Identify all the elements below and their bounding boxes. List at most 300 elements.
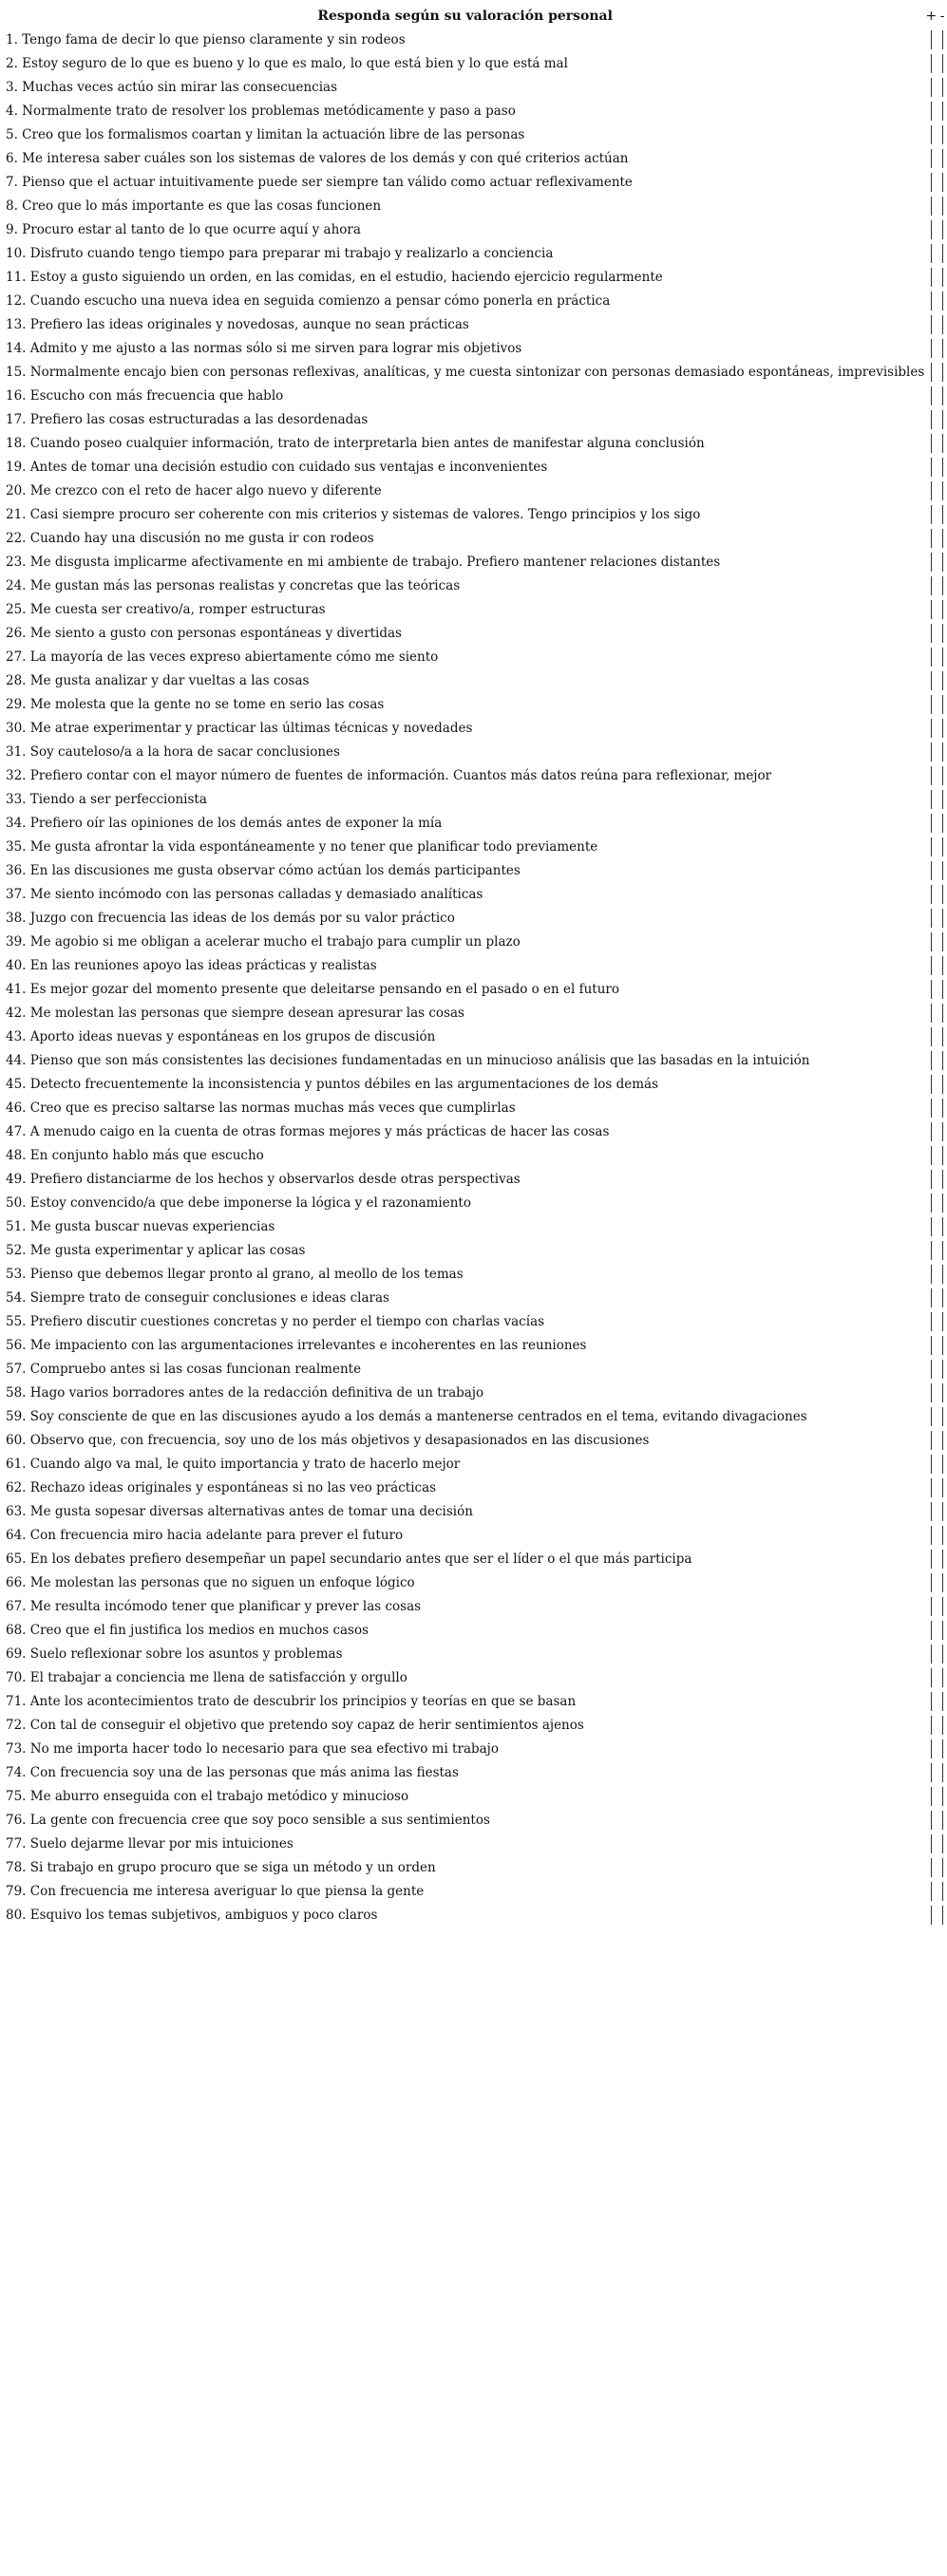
disagree-option-cell[interactable] xyxy=(938,1262,947,1286)
agree-option-cell[interactable] xyxy=(924,906,938,930)
agree-option-cell[interactable] xyxy=(924,1001,938,1025)
disagree-option-marker[interactable] xyxy=(942,1526,943,1545)
disagree-option-cell[interactable] xyxy=(938,1499,947,1523)
disagree-option-marker[interactable] xyxy=(942,1312,943,1331)
disagree-option-cell[interactable] xyxy=(938,384,947,407)
disagree-option-cell[interactable] xyxy=(938,75,947,99)
disagree-option-cell[interactable] xyxy=(938,597,947,621)
disagree-option-cell[interactable] xyxy=(938,1523,947,1547)
disagree-option-marker[interactable] xyxy=(942,1621,943,1640)
agree-option-marker[interactable] xyxy=(931,529,932,548)
agree-option-marker[interactable] xyxy=(931,1265,932,1284)
disagree-option-cell[interactable] xyxy=(938,1357,947,1381)
agree-option-marker[interactable] xyxy=(931,1739,932,1758)
agree-option-marker[interactable] xyxy=(931,1431,932,1450)
disagree-option-cell[interactable] xyxy=(938,312,947,336)
agree-option-cell[interactable] xyxy=(924,75,938,99)
agree-option-marker[interactable] xyxy=(931,339,932,358)
agree-option-cell[interactable] xyxy=(924,1286,938,1309)
disagree-option-marker[interactable] xyxy=(942,553,943,572)
disagree-option-cell[interactable] xyxy=(938,1760,947,1784)
disagree-option-marker[interactable] xyxy=(942,386,943,405)
disagree-option-cell[interactable] xyxy=(938,977,947,1001)
disagree-option-cell[interactable] xyxy=(938,1594,947,1618)
disagree-option-marker[interactable] xyxy=(942,766,943,785)
agree-option-marker[interactable] xyxy=(931,1882,932,1901)
agree-option-marker[interactable] xyxy=(931,1645,932,1664)
disagree-option-marker[interactable] xyxy=(942,1597,943,1616)
disagree-option-cell[interactable] xyxy=(938,122,947,146)
disagree-option-marker[interactable] xyxy=(942,481,943,500)
agree-option-cell[interactable] xyxy=(924,1452,938,1476)
disagree-option-cell[interactable] xyxy=(938,811,947,835)
agree-option-marker[interactable] xyxy=(931,1597,932,1616)
disagree-option-cell[interactable] xyxy=(938,1048,947,1072)
agree-option-marker[interactable] xyxy=(931,932,932,951)
agree-option-marker[interactable] xyxy=(931,695,932,714)
agree-option-cell[interactable] xyxy=(924,289,938,312)
disagree-option-cell[interactable] xyxy=(938,51,947,75)
disagree-option-cell[interactable] xyxy=(938,645,947,668)
agree-option-marker[interactable] xyxy=(931,1288,932,1307)
disagree-option-cell[interactable] xyxy=(938,1428,947,1452)
disagree-option-marker[interactable] xyxy=(942,980,943,999)
disagree-option-marker[interactable] xyxy=(942,1645,943,1664)
agree-option-cell[interactable] xyxy=(924,1618,938,1642)
agree-option-marker[interactable] xyxy=(931,125,932,144)
disagree-option-cell[interactable] xyxy=(938,1333,947,1357)
disagree-option-cell[interactable] xyxy=(938,526,947,550)
agree-option-marker[interactable] xyxy=(931,909,932,928)
agree-option-cell[interactable] xyxy=(924,1238,938,1262)
disagree-option-cell[interactable] xyxy=(938,1309,947,1333)
disagree-option-marker[interactable] xyxy=(942,315,943,334)
agree-option-marker[interactable] xyxy=(931,1668,932,1687)
disagree-option-marker[interactable] xyxy=(942,1336,943,1355)
disagree-option-marker[interactable] xyxy=(942,1170,943,1189)
agree-option-marker[interactable] xyxy=(931,244,932,263)
disagree-option-marker[interactable] xyxy=(942,1051,943,1070)
agree-option-cell[interactable] xyxy=(924,1903,938,1927)
disagree-option-marker[interactable] xyxy=(942,1502,943,1521)
disagree-option-marker[interactable] xyxy=(942,1194,943,1213)
disagree-option-cell[interactable] xyxy=(938,1903,947,1927)
agree-option-cell[interactable] xyxy=(924,1523,938,1547)
agree-option-marker[interactable] xyxy=(931,1573,932,1592)
agree-option-cell[interactable] xyxy=(924,953,938,977)
disagree-option-cell[interactable] xyxy=(938,882,947,906)
disagree-option-marker[interactable] xyxy=(942,1811,943,1830)
disagree-option-cell[interactable] xyxy=(938,716,947,740)
disagree-option-cell[interactable] xyxy=(938,1072,947,1096)
agree-option-marker[interactable] xyxy=(931,458,932,477)
disagree-option-marker[interactable] xyxy=(942,125,943,144)
agree-option-marker[interactable] xyxy=(931,1312,932,1331)
agree-option-marker[interactable] xyxy=(931,1194,932,1213)
agree-option-cell[interactable] xyxy=(924,763,938,787)
disagree-option-cell[interactable] xyxy=(938,1737,947,1760)
disagree-option-marker[interactable] xyxy=(942,1027,943,1046)
disagree-option-cell[interactable] xyxy=(938,763,947,787)
disagree-option-cell[interactable] xyxy=(938,479,947,502)
agree-option-cell[interactable] xyxy=(924,811,938,835)
disagree-option-marker[interactable] xyxy=(942,1668,943,1687)
disagree-option-cell[interactable] xyxy=(938,1689,947,1713)
disagree-option-marker[interactable] xyxy=(942,624,943,643)
agree-option-marker[interactable] xyxy=(931,1122,932,1141)
agree-option-marker[interactable] xyxy=(931,1858,932,1877)
disagree-option-marker[interactable] xyxy=(942,956,943,975)
agree-option-marker[interactable] xyxy=(931,481,932,500)
disagree-option-marker[interactable] xyxy=(942,1478,943,1497)
agree-option-marker[interactable] xyxy=(931,315,932,334)
disagree-option-marker[interactable] xyxy=(942,695,943,714)
disagree-option-marker[interactable] xyxy=(942,1455,943,1474)
agree-option-cell[interactable] xyxy=(924,882,938,906)
agree-option-cell[interactable] xyxy=(924,1309,938,1333)
agree-option-cell[interactable] xyxy=(924,1594,938,1618)
agree-option-marker[interactable] xyxy=(931,1146,932,1165)
agree-option-marker[interactable] xyxy=(931,719,932,738)
disagree-option-marker[interactable] xyxy=(942,1716,943,1735)
agree-option-marker[interactable] xyxy=(931,1336,932,1355)
agree-option-marker[interactable] xyxy=(931,671,932,690)
disagree-option-marker[interactable] xyxy=(942,814,943,833)
disagree-option-cell[interactable] xyxy=(938,194,947,217)
disagree-option-marker[interactable] xyxy=(942,1383,943,1402)
disagree-option-marker[interactable] xyxy=(942,576,943,595)
disagree-option-marker[interactable] xyxy=(942,1217,943,1236)
disagree-option-marker[interactable] xyxy=(942,909,943,928)
agree-option-cell[interactable] xyxy=(924,787,938,811)
agree-option-cell[interactable] xyxy=(924,1262,938,1286)
agree-option-marker[interactable] xyxy=(931,648,932,667)
disagree-option-marker[interactable] xyxy=(942,434,943,453)
disagree-option-cell[interactable] xyxy=(938,241,947,265)
disagree-option-cell[interactable] xyxy=(938,431,947,455)
disagree-option-marker[interactable] xyxy=(942,837,943,856)
disagree-option-marker[interactable] xyxy=(942,1099,943,1118)
agree-option-cell[interactable] xyxy=(924,122,938,146)
disagree-option-cell[interactable] xyxy=(938,858,947,882)
disagree-option-marker[interactable] xyxy=(942,648,943,667)
disagree-option-marker[interactable] xyxy=(942,1407,943,1426)
agree-option-marker[interactable] xyxy=(931,1383,932,1402)
disagree-option-marker[interactable] xyxy=(942,600,943,619)
agree-option-cell[interactable] xyxy=(924,573,938,597)
disagree-option-cell[interactable] xyxy=(938,906,947,930)
agree-option-marker[interactable] xyxy=(931,837,932,856)
agree-option-cell[interactable] xyxy=(924,265,938,289)
agree-option-marker[interactable] xyxy=(931,553,932,572)
agree-option-cell[interactable] xyxy=(924,1096,938,1119)
disagree-option-cell[interactable] xyxy=(938,692,947,716)
agree-option-marker[interactable] xyxy=(931,1502,932,1521)
agree-option-marker[interactable] xyxy=(931,956,932,975)
agree-option-cell[interactable] xyxy=(924,1048,938,1072)
agree-option-marker[interactable] xyxy=(931,434,932,453)
disagree-option-marker[interactable] xyxy=(942,1004,943,1023)
agree-option-marker[interactable] xyxy=(931,54,932,73)
disagree-option-marker[interactable] xyxy=(942,149,943,168)
agree-option-marker[interactable] xyxy=(931,1217,932,1236)
agree-option-cell[interactable] xyxy=(924,384,938,407)
disagree-option-marker[interactable] xyxy=(942,102,943,121)
agree-option-cell[interactable] xyxy=(924,1547,938,1570)
agree-option-cell[interactable] xyxy=(924,336,938,360)
disagree-option-marker[interactable] xyxy=(942,291,943,310)
agree-option-cell[interactable] xyxy=(924,1855,938,1879)
agree-option-cell[interactable] xyxy=(924,360,938,384)
disagree-option-marker[interactable] xyxy=(942,78,943,97)
disagree-option-cell[interactable] xyxy=(938,930,947,953)
agree-option-cell[interactable] xyxy=(924,930,938,953)
disagree-option-cell[interactable] xyxy=(938,1808,947,1832)
agree-option-marker[interactable] xyxy=(931,1692,932,1711)
disagree-option-cell[interactable] xyxy=(938,265,947,289)
disagree-option-cell[interactable] xyxy=(938,787,947,811)
agree-option-marker[interactable] xyxy=(931,790,932,809)
disagree-option-cell[interactable] xyxy=(938,573,947,597)
disagree-option-cell[interactable] xyxy=(938,1381,947,1404)
disagree-option-cell[interactable] xyxy=(938,1832,947,1855)
disagree-option-marker[interactable] xyxy=(942,197,943,216)
disagree-option-cell[interactable] xyxy=(938,217,947,241)
disagree-option-cell[interactable] xyxy=(938,1547,947,1570)
agree-option-marker[interactable] xyxy=(931,1478,932,1497)
disagree-option-cell[interactable] xyxy=(938,336,947,360)
disagree-option-marker[interactable] xyxy=(942,1265,943,1284)
agree-option-cell[interactable] xyxy=(924,146,938,170)
agree-option-cell[interactable] xyxy=(924,1499,938,1523)
agree-option-cell[interactable] xyxy=(924,1642,938,1665)
disagree-option-cell[interactable] xyxy=(938,1879,947,1903)
agree-option-cell[interactable] xyxy=(924,407,938,431)
disagree-option-cell[interactable] xyxy=(938,1570,947,1594)
agree-option-marker[interactable] xyxy=(931,268,932,287)
disagree-option-cell[interactable] xyxy=(938,146,947,170)
agree-option-cell[interactable] xyxy=(924,170,938,194)
disagree-option-marker[interactable] xyxy=(942,1573,943,1592)
disagree-option-marker[interactable] xyxy=(942,1787,943,1806)
disagree-option-cell[interactable] xyxy=(938,1167,947,1191)
agree-option-cell[interactable] xyxy=(924,312,938,336)
disagree-option-marker[interactable] xyxy=(942,410,943,429)
agree-option-cell[interactable] xyxy=(924,1025,938,1048)
agree-option-marker[interactable] xyxy=(931,1763,932,1782)
agree-option-cell[interactable] xyxy=(924,51,938,75)
disagree-option-marker[interactable] xyxy=(942,932,943,951)
disagree-option-marker[interactable] xyxy=(942,1360,943,1379)
agree-option-marker[interactable] xyxy=(931,1787,932,1806)
agree-option-cell[interactable] xyxy=(924,858,938,882)
disagree-option-cell[interactable] xyxy=(938,455,947,479)
disagree-option-marker[interactable] xyxy=(942,1431,943,1450)
disagree-option-cell[interactable] xyxy=(938,1286,947,1309)
disagree-option-cell[interactable] xyxy=(938,835,947,858)
agree-option-cell[interactable] xyxy=(924,1665,938,1689)
agree-option-marker[interactable] xyxy=(931,1621,932,1640)
disagree-option-marker[interactable] xyxy=(942,1858,943,1877)
agree-option-cell[interactable] xyxy=(924,1167,938,1191)
disagree-option-marker[interactable] xyxy=(942,339,943,358)
agree-option-marker[interactable] xyxy=(931,766,932,785)
disagree-option-cell[interactable] xyxy=(938,1665,947,1689)
disagree-option-marker[interactable] xyxy=(942,1075,943,1094)
disagree-option-cell[interactable] xyxy=(938,1784,947,1808)
agree-option-cell[interactable] xyxy=(924,716,938,740)
disagree-option-cell[interactable] xyxy=(938,1855,947,1879)
disagree-option-cell[interactable] xyxy=(938,289,947,312)
disagree-option-cell[interactable] xyxy=(938,1618,947,1642)
disagree-option-marker[interactable] xyxy=(942,1241,943,1260)
disagree-option-cell[interactable] xyxy=(938,740,947,763)
agree-option-cell[interactable] xyxy=(924,479,938,502)
agree-option-cell[interactable] xyxy=(924,99,938,122)
disagree-option-marker[interactable] xyxy=(942,30,943,49)
agree-option-cell[interactable] xyxy=(924,217,938,241)
agree-option-marker[interactable] xyxy=(931,1455,932,1474)
disagree-option-marker[interactable] xyxy=(942,1550,943,1569)
agree-option-marker[interactable] xyxy=(931,78,932,97)
agree-option-cell[interactable] xyxy=(924,1357,938,1381)
agree-option-marker[interactable] xyxy=(931,1811,932,1830)
disagree-option-cell[interactable] xyxy=(938,170,947,194)
disagree-option-marker[interactable] xyxy=(942,220,943,239)
agree-option-cell[interactable] xyxy=(924,740,938,763)
disagree-option-cell[interactable] xyxy=(938,1452,947,1476)
agree-option-cell[interactable] xyxy=(924,1072,938,1096)
agree-option-cell[interactable] xyxy=(924,668,938,692)
agree-option-cell[interactable] xyxy=(924,1737,938,1760)
disagree-option-marker[interactable] xyxy=(942,363,943,382)
agree-option-cell[interactable] xyxy=(924,692,938,716)
agree-option-cell[interactable] xyxy=(924,1832,938,1855)
agree-option-marker[interactable] xyxy=(931,600,932,619)
agree-option-marker[interactable] xyxy=(931,1407,932,1426)
agree-option-marker[interactable] xyxy=(931,1170,932,1189)
agree-option-cell[interactable] xyxy=(924,597,938,621)
disagree-option-cell[interactable] xyxy=(938,1642,947,1665)
agree-option-marker[interactable] xyxy=(931,1241,932,1260)
disagree-option-cell[interactable] xyxy=(938,1191,947,1214)
agree-option-cell[interactable] xyxy=(924,1713,938,1737)
agree-option-marker[interactable] xyxy=(931,1360,932,1379)
disagree-option-marker[interactable] xyxy=(942,173,943,192)
disagree-option-marker[interactable] xyxy=(942,1763,943,1782)
agree-option-cell[interactable] xyxy=(924,1428,938,1452)
agree-option-marker[interactable] xyxy=(931,1099,932,1118)
agree-option-marker[interactable] xyxy=(931,980,932,999)
disagree-option-cell[interactable] xyxy=(938,1119,947,1143)
agree-option-cell[interactable] xyxy=(924,645,938,668)
disagree-option-cell[interactable] xyxy=(938,668,947,692)
agree-option-marker[interactable] xyxy=(931,1027,932,1046)
agree-option-cell[interactable] xyxy=(924,1119,938,1143)
agree-option-marker[interactable] xyxy=(931,410,932,429)
disagree-option-marker[interactable] xyxy=(942,885,943,904)
disagree-option-marker[interactable] xyxy=(942,719,943,738)
disagree-option-cell[interactable] xyxy=(938,99,947,122)
disagree-option-marker[interactable] xyxy=(942,458,943,477)
disagree-option-cell[interactable] xyxy=(938,360,947,384)
agree-option-cell[interactable] xyxy=(924,526,938,550)
disagree-option-marker[interactable] xyxy=(942,1834,943,1853)
agree-option-marker[interactable] xyxy=(931,1716,932,1735)
disagree-option-marker[interactable] xyxy=(942,861,943,880)
agree-option-marker[interactable] xyxy=(931,885,932,904)
agree-option-cell[interactable] xyxy=(924,241,938,265)
disagree-option-cell[interactable] xyxy=(938,1001,947,1025)
agree-option-marker[interactable] xyxy=(931,386,932,405)
agree-option-marker[interactable] xyxy=(931,1526,932,1545)
agree-option-cell[interactable] xyxy=(924,1214,938,1238)
agree-option-cell[interactable] xyxy=(924,1570,938,1594)
disagree-option-cell[interactable] xyxy=(938,953,947,977)
agree-option-marker[interactable] xyxy=(931,30,932,49)
agree-option-marker[interactable] xyxy=(931,197,932,216)
agree-option-cell[interactable] xyxy=(924,194,938,217)
disagree-option-cell[interactable] xyxy=(938,1238,947,1262)
agree-option-marker[interactable] xyxy=(931,1004,932,1023)
agree-option-cell[interactable] xyxy=(924,835,938,858)
disagree-option-marker[interactable] xyxy=(942,1906,943,1925)
agree-option-marker[interactable] xyxy=(931,1834,932,1853)
disagree-option-marker[interactable] xyxy=(942,671,943,690)
agree-option-marker[interactable] xyxy=(931,743,932,762)
disagree-option-marker[interactable] xyxy=(942,1692,943,1711)
disagree-option-cell[interactable] xyxy=(938,1476,947,1499)
disagree-option-cell[interactable] xyxy=(938,621,947,645)
agree-option-cell[interactable] xyxy=(924,1760,938,1784)
agree-option-marker[interactable] xyxy=(931,1051,932,1070)
agree-option-cell[interactable] xyxy=(924,1333,938,1357)
agree-option-cell[interactable] xyxy=(924,977,938,1001)
disagree-option-cell[interactable] xyxy=(938,550,947,573)
agree-option-marker[interactable] xyxy=(931,220,932,239)
disagree-option-cell[interactable] xyxy=(938,1713,947,1737)
agree-option-marker[interactable] xyxy=(931,149,932,168)
disagree-option-cell[interactable] xyxy=(938,1025,947,1048)
agree-option-marker[interactable] xyxy=(931,814,932,833)
agree-option-cell[interactable] xyxy=(924,1476,938,1499)
agree-option-cell[interactable] xyxy=(924,1808,938,1832)
agree-option-cell[interactable] xyxy=(924,1879,938,1903)
agree-option-cell[interactable] xyxy=(924,1191,938,1214)
agree-option-marker[interactable] xyxy=(931,1906,932,1925)
disagree-option-marker[interactable] xyxy=(942,268,943,287)
disagree-option-cell[interactable] xyxy=(938,1096,947,1119)
agree-option-cell[interactable] xyxy=(924,621,938,645)
disagree-option-cell[interactable] xyxy=(938,1214,947,1238)
agree-option-marker[interactable] xyxy=(931,1075,932,1094)
agree-option-marker[interactable] xyxy=(931,505,932,524)
agree-option-marker[interactable] xyxy=(931,861,932,880)
agree-option-marker[interactable] xyxy=(931,576,932,595)
agree-option-marker[interactable] xyxy=(931,102,932,121)
disagree-option-cell[interactable] xyxy=(938,502,947,526)
disagree-option-marker[interactable] xyxy=(942,244,943,263)
agree-option-cell[interactable] xyxy=(924,28,938,51)
agree-option-cell[interactable] xyxy=(924,1689,938,1713)
agree-option-cell[interactable] xyxy=(924,1143,938,1167)
disagree-option-marker[interactable] xyxy=(942,505,943,524)
disagree-option-marker[interactable] xyxy=(942,790,943,809)
agree-option-marker[interactable] xyxy=(931,173,932,192)
agree-option-cell[interactable] xyxy=(924,431,938,455)
disagree-option-cell[interactable] xyxy=(938,1143,947,1167)
agree-option-cell[interactable] xyxy=(924,455,938,479)
